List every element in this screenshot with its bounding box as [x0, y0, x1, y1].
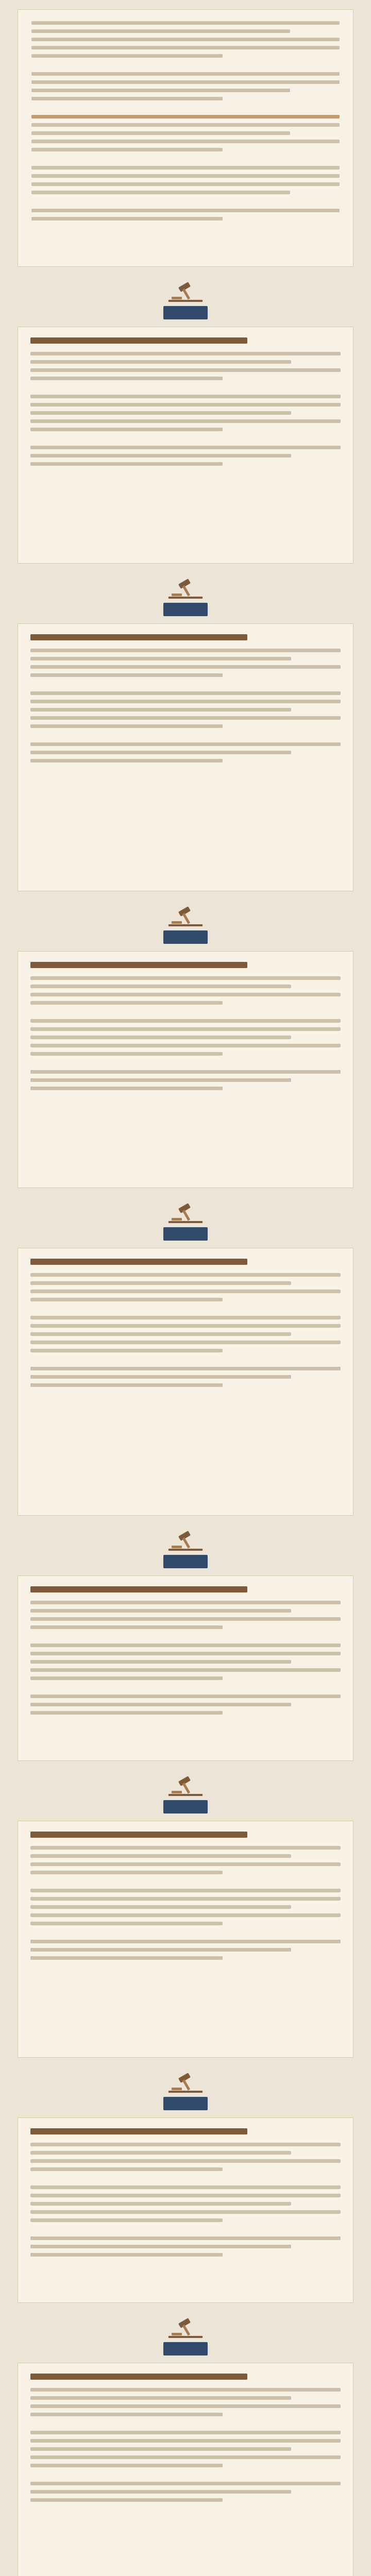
- case-card: [18, 1248, 353, 1516]
- case-5: [18, 1529, 353, 1761]
- case-label: [163, 306, 208, 319]
- gavel-icon: [167, 905, 204, 927]
- case-text: [30, 976, 341, 1090]
- gavel-icon: [167, 280, 204, 303]
- case-card: [18, 951, 353, 1188]
- gavel-icon: [167, 577, 204, 600]
- case-title: [30, 962, 247, 968]
- case-7: [18, 2071, 353, 2303]
- case-card: [18, 623, 353, 891]
- case-title: [30, 1586, 247, 1592]
- case-card: [18, 2117, 353, 2303]
- case-title: [30, 2374, 247, 2380]
- case-title: [30, 2128, 247, 2134]
- gavel-icon: [167, 1774, 204, 1797]
- case-text: [30, 1601, 341, 1715]
- case-label: [163, 1555, 208, 1568]
- case-text: [30, 649, 341, 762]
- case-text: [30, 352, 341, 466]
- case-text: [30, 2143, 341, 2257]
- case-label: [163, 2342, 208, 2355]
- case-2: [18, 577, 353, 891]
- case-1: [18, 280, 353, 564]
- gavel-icon: [167, 1201, 204, 1224]
- case-title: [30, 1832, 247, 1838]
- case-4: [18, 1201, 353, 1516]
- intro-block: [18, 9, 353, 267]
- case-card: [18, 327, 353, 564]
- case-label: [163, 1800, 208, 1814]
- case-6: [18, 1774, 353, 2058]
- case-3: [18, 905, 353, 1188]
- case-label: [163, 1227, 208, 1241]
- case-title: [30, 634, 247, 640]
- case-card: [18, 1575, 353, 1761]
- case-8: [18, 2316, 353, 2576]
- case-text: [30, 1846, 341, 1960]
- intro-text: [31, 21, 340, 221]
- case-title: [30, 1259, 247, 1265]
- case-label: [163, 603, 208, 616]
- case-label: [163, 2097, 208, 2110]
- gavel-icon: [167, 2316, 204, 2339]
- case-text: [30, 2388, 341, 2502]
- case-text: [30, 1273, 341, 1387]
- gavel-icon: [167, 1529, 204, 1552]
- case-card: [18, 1821, 353, 2058]
- case-card: [18, 2363, 353, 2576]
- case-label: [163, 930, 208, 944]
- gavel-icon: [167, 2071, 204, 2094]
- case-title: [30, 337, 247, 344]
